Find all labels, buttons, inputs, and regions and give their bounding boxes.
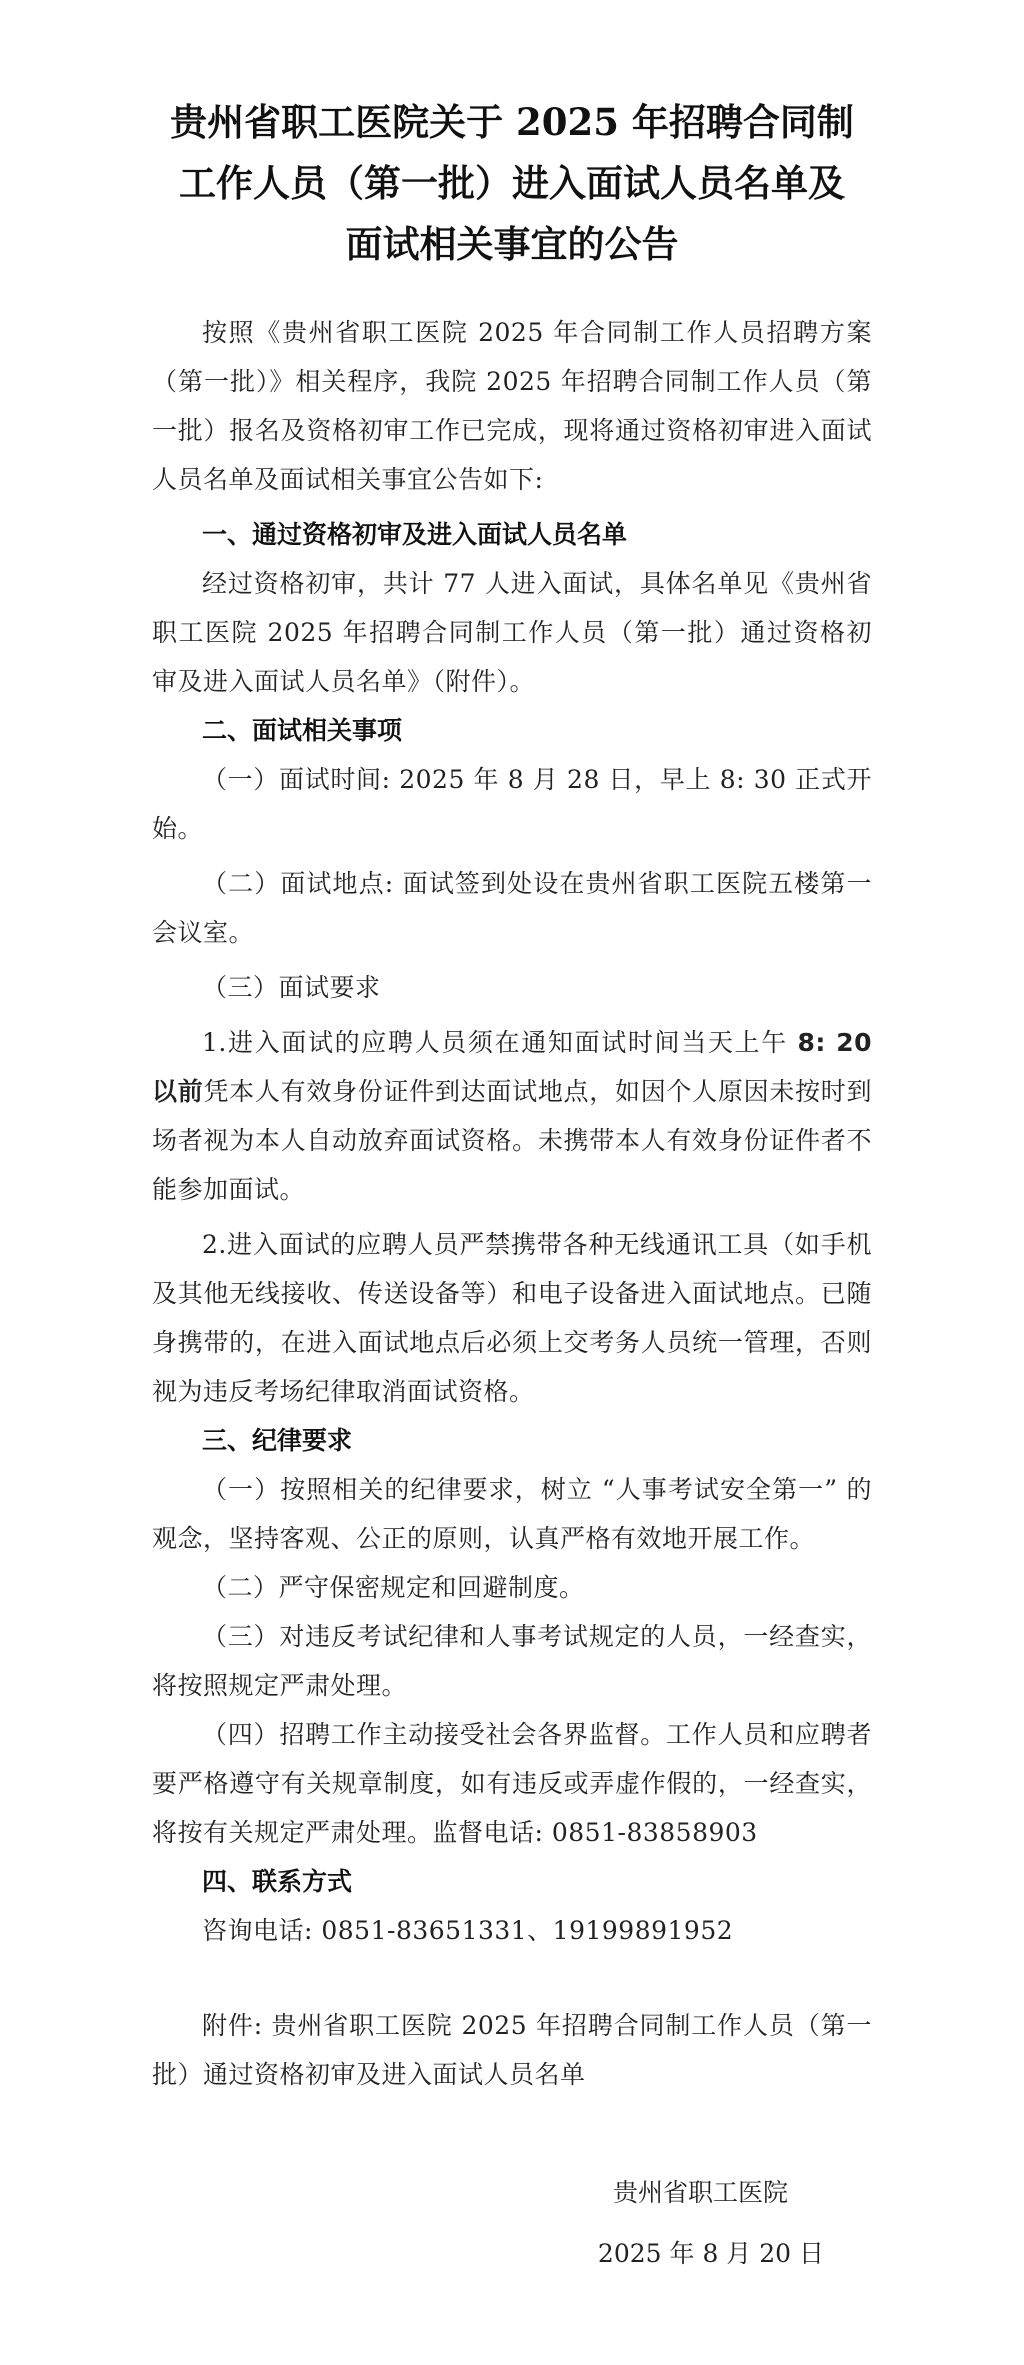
signature-block [524,2162,824,2284]
signature-date: 2025 年 8 月 20 日 [597,2239,824,2268]
signature-organization: 贵州省职工医院 [612,2178,788,2207]
title-line-3: 面试相关事宜的公告 [345,222,679,266]
section-1-heading: 一、通过资格初审及进入面试人员名单 [202,520,628,549]
requirement-2: 2.进入面试的应聘人员严禁携带各种无线通讯工具（如手机及其他无线接收、传送设备等）和电子设备进入面试地点。已随身携带的，在进入面试地点后必须上交考务人员统一管理，否则视为违反考场纪律取消面试资格。 [152,1230,872,1406]
discipline-item-3: （三）对违反考试纪律和人事考试规定的人员，一经查实，将按照规定严肃处理。 [152,1622,872,1700]
discipline-item-2: （二）严守保密规定和回避制度。 [202,1573,585,1602]
page-title [120,92,904,275]
title-line-2: 工作人员（第一批）进入面试人员名单及 [179,161,845,205]
interview-requirements-heading: （三）面试要求 [202,973,381,1002]
requirement-1 [152,1018,872,1214]
interview-location: （二）面试地点: 面试签到处设在贵州省职工医院五楼第一会议室。 [152,869,872,947]
title-line-1: 贵州省职工医院关于 2025 年招聘合同制 [170,100,854,144]
document-body [152,308,872,2099]
interview-time: （一）面试时间: 2025 年 8 月 28 日，早上 8: 30 正式开始。 [152,765,872,843]
discipline-item-4: （四）招聘工作主动接受社会各界监督。工作人员和应聘者要严格遵守有关规章制度，如有违反或弄虚作假的，一经查实，将按有关规定严肃处理。监督电话: 0851-83858903 [152,1720,872,1847]
attachment-note: 附件: 贵州省职工医院 2025 年招聘合同制工作人员（第一批）通过资格初审及进入面试人员名单 [152,2011,872,2089]
section-3-heading: 三、纪律要求 [202,1426,353,1455]
requirement-1-prefix: 1.进入面试的应聘人员须在通知面试时间当天上午 [202,1028,798,1057]
discipline-item-1: （一）按照相关的纪律要求，树立 “人事考试安全第一” 的观念，坚持客观、公正的原则，认真严格有效地开展工作。 [152,1475,872,1553]
section-4-heading: 四、联系方式 [202,1867,353,1896]
intro-paragraph: 按照《贵州省职工医院 2025 年合同制工作人员招聘方案（第一批）》相关程序，我院 2025 年招聘合同制工作人员（第一批）报名及资格初审工作已完成，现将通过资格初审进入面试人员名单及面试相关事宜公告如下: [152,318,872,494]
section-2-heading: 二、面试相关事项 [202,716,403,745]
requirement-1-suffix: 凭本人有效身份证件到达面试地点，如因个人原因未按时到场者视为本人自动放弃面试资格。未携带本人有效身份证件者不能参加面试。 [152,1077,872,1204]
contact-phone: 咨询电话: 0851-83651331、19199891952 [202,1916,734,1945]
section-1-text: 经过资格初审，共计 77 人进入面试，具体名单见《贵州省职工医院 2025 年招聘合同制工作人员（第一批）通过资格初审及进入面试人员名单》（附件）。 [152,569,872,696]
requirement-1-deadline: 8: 20 以前 [152,1028,872,1106]
